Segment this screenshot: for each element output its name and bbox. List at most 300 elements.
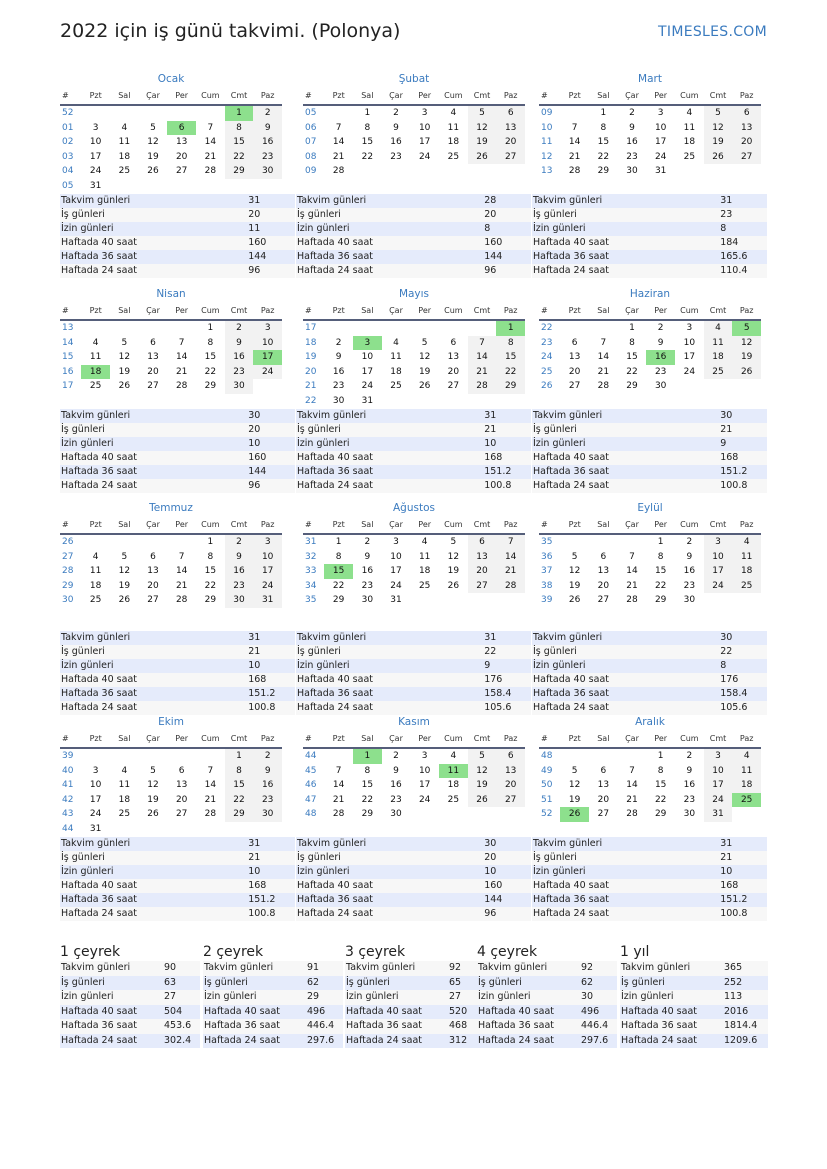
day-cell[interactable]: 31: [704, 807, 733, 822]
day-cell[interactable]: 4: [121, 765, 128, 776]
day-cell[interactable]: 29: [204, 595, 217, 605]
day-cell[interactable]: 2: [253, 749, 282, 764]
day-cell[interactable]: 7: [496, 535, 525, 550]
day-cell[interactable]: 7: [468, 336, 497, 351]
day-cell[interactable]: 2: [686, 537, 693, 547]
day-cell[interactable]: 25: [118, 809, 131, 819]
day-cell[interactable]: 8: [600, 122, 607, 133]
day-cell[interactable]: 10: [418, 765, 431, 776]
day-cell[interactable]: 16: [390, 137, 402, 147]
day-cell[interactable]: 28: [626, 595, 638, 605]
day-cell[interactable]: 4: [686, 108, 693, 118]
day-cell[interactable]: 9: [253, 121, 282, 136]
day-cell[interactable]: 12: [468, 121, 497, 136]
day-cell[interactable]: 6: [150, 551, 156, 562]
day-cell[interactable]: 27: [468, 579, 497, 594]
day-cell[interactable]: 18: [732, 778, 761, 793]
day-cell[interactable]: 3: [253, 321, 282, 336]
day-cell[interactable]: 26: [568, 595, 581, 605]
day-cell[interactable]: 21: [332, 151, 345, 162]
day-cell[interactable]: 16: [390, 780, 402, 790]
day-cell[interactable]: 15: [324, 564, 353, 579]
day-cell[interactable]: 7: [571, 122, 578, 133]
day-cell[interactable]: 11: [118, 137, 131, 147]
day-cell[interactable]: 18: [89, 580, 102, 591]
day-cell[interactable]: 1: [629, 323, 635, 333]
day-cell[interactable]: 11: [89, 352, 102, 362]
day-cell[interactable]: 2: [686, 751, 693, 761]
day-cell[interactable]: 23: [361, 580, 374, 591]
day-cell[interactable]: 15: [654, 780, 667, 790]
day-cell[interactable]: 3: [393, 537, 399, 547]
day-cell[interactable]: 12: [118, 566, 131, 576]
day-cell[interactable]: 25: [118, 166, 131, 176]
day-cell[interactable]: 9: [686, 765, 693, 776]
day-cell[interactable]: 17: [253, 564, 282, 579]
day-cell[interactable]: 18: [704, 350, 733, 365]
brand-logo[interactable]: TIMESLES.COM: [658, 24, 767, 40]
day-cell[interactable]: 30: [253, 807, 282, 822]
day-cell[interactable]: 4: [450, 108, 457, 118]
day-cell[interactable]: 3: [704, 749, 733, 764]
day-cell[interactable]: 11: [683, 122, 696, 133]
day-cell[interactable]: 26: [147, 809, 159, 819]
month-name[interactable]: Nisan: [156, 288, 186, 300]
day-cell[interactable]: 15: [225, 778, 254, 793]
day-cell[interactable]: 28: [568, 166, 581, 176]
day-cell[interactable]: 28: [204, 809, 217, 819]
day-cell[interactable]: 21: [468, 365, 497, 380]
day-cell[interactable]: 17: [253, 350, 282, 365]
day-cell[interactable]: 5: [468, 749, 497, 764]
day-cell[interactable]: 5: [571, 765, 578, 776]
day-cell[interactable]: 3: [92, 122, 99, 133]
day-cell[interactable]: 13: [175, 137, 188, 147]
day-cell[interactable]: 26: [732, 365, 761, 380]
day-cell[interactable]: 28: [332, 166, 345, 176]
day-cell[interactable]: 19: [732, 350, 761, 365]
month-name[interactable]: Ağustos: [393, 502, 435, 514]
day-cell[interactable]: 30: [253, 164, 282, 179]
day-cell[interactable]: 16: [253, 135, 282, 150]
day-cell[interactable]: 26: [118, 595, 131, 605]
day-cell[interactable]: 26: [704, 150, 733, 165]
day-cell[interactable]: 14: [626, 566, 638, 576]
day-cell[interactable]: 21: [332, 794, 345, 805]
day-cell[interactable]: 30: [225, 593, 254, 608]
day-cell[interactable]: 14: [626, 780, 638, 790]
day-cell[interactable]: 7: [178, 337, 185, 348]
day-cell[interactable]: 10: [683, 337, 696, 348]
day-cell[interactable]: 18: [683, 137, 696, 147]
month-name[interactable]: Şubat: [398, 73, 430, 85]
day-cell[interactable]: 24: [390, 580, 402, 591]
day-cell[interactable]: 29: [597, 166, 610, 176]
day-cell[interactable]: 22: [654, 580, 667, 591]
day-cell[interactable]: 15: [361, 137, 374, 147]
day-cell[interactable]: 8: [629, 337, 635, 348]
day-cell[interactable]: 27: [175, 166, 188, 176]
day-cell[interactable]: 23: [253, 150, 282, 165]
day-cell[interactable]: 3: [421, 751, 428, 761]
day-cell[interactable]: 2: [393, 751, 399, 761]
day-cell[interactable]: 13: [147, 566, 159, 576]
day-cell[interactable]: 20: [568, 366, 581, 377]
day-cell[interactable]: 5: [121, 551, 128, 562]
day-cell[interactable]: 29: [204, 381, 217, 391]
day-cell[interactable]: 29: [654, 809, 667, 819]
day-cell[interactable]: 24: [704, 579, 733, 594]
day-cell[interactable]: 15: [496, 350, 525, 365]
day-cell[interactable]: 8: [225, 764, 254, 779]
day-cell[interactable]: 31: [361, 395, 374, 406]
day-cell[interactable]: 14: [175, 566, 188, 576]
day-cell[interactable]: 19: [704, 135, 733, 150]
day-cell[interactable]: 24: [704, 793, 733, 808]
day-cell[interactable]: 12: [147, 780, 159, 790]
day-cell[interactable]: 27: [147, 595, 159, 605]
day-cell[interactable]: 19: [147, 794, 159, 805]
day-cell[interactable]: 30: [225, 379, 254, 394]
day-cell[interactable]: 13: [732, 121, 761, 136]
day-cell[interactable]: 2: [364, 537, 371, 547]
day-cell[interactable]: 21: [175, 580, 188, 591]
day-cell[interactable]: 25: [732, 793, 761, 808]
day-cell[interactable]: 22: [225, 150, 254, 165]
day-cell[interactable]: 15: [654, 566, 667, 576]
day-cell[interactable]: 31: [89, 180, 102, 191]
day-cell[interactable]: 21: [496, 564, 525, 579]
day-cell[interactable]: 20: [732, 135, 761, 150]
day-cell[interactable]: 7: [335, 765, 342, 776]
day-cell[interactable]: 10: [89, 780, 102, 790]
day-cell[interactable]: 11: [704, 336, 733, 351]
day-cell[interactable]: 11: [118, 780, 131, 790]
day-cell[interactable]: 28: [626, 809, 638, 819]
day-cell[interactable]: 9: [335, 352, 342, 362]
day-cell[interactable]: 23: [683, 794, 696, 805]
day-cell[interactable]: 15: [597, 137, 610, 147]
day-cell[interactable]: 27: [496, 150, 525, 165]
day-cell[interactable]: 26: [147, 166, 159, 176]
day-cell[interactable]: 4: [121, 122, 128, 133]
day-cell[interactable]: 7: [335, 122, 342, 133]
day-cell[interactable]: 3: [657, 108, 664, 118]
day-cell[interactable]: 23: [225, 579, 254, 594]
day-cell[interactable]: 24: [361, 381, 374, 391]
day-cell[interactable]: 16: [361, 566, 374, 576]
day-cell[interactable]: 8: [496, 336, 525, 351]
day-cell[interactable]: 5: [468, 106, 497, 121]
day-cell[interactable]: 9: [393, 122, 399, 133]
day-cell[interactable]: 19: [118, 580, 131, 591]
day-cell[interactable]: 30: [683, 595, 696, 605]
day-cell[interactable]: 12: [147, 137, 159, 147]
day-cell[interactable]: 22: [225, 793, 254, 808]
day-cell[interactable]: 20: [468, 564, 497, 579]
day-cell[interactable]: 13: [175, 780, 188, 790]
day-cell[interactable]: 1: [335, 537, 342, 547]
day-cell[interactable]: 14: [332, 137, 345, 147]
day-cell[interactable]: 27: [597, 595, 610, 605]
day-cell[interactable]: 31: [654, 166, 667, 176]
day-cell[interactable]: 31: [390, 595, 402, 605]
day-cell[interactable]: 3: [92, 765, 99, 776]
month-name[interactable]: Kasım: [398, 716, 430, 728]
day-cell[interactable]: 10: [253, 550, 282, 565]
day-cell[interactable]: 14: [175, 352, 188, 362]
day-cell[interactable]: 26: [468, 793, 497, 808]
day-cell[interactable]: 5: [421, 337, 428, 348]
day-cell[interactable]: 21: [626, 794, 638, 805]
day-cell[interactable]: 16: [225, 564, 254, 579]
day-cell[interactable]: 4: [92, 551, 99, 562]
day-cell[interactable]: 23: [654, 366, 667, 377]
day-cell[interactable]: 22: [332, 580, 345, 591]
day-cell[interactable]: 22: [654, 794, 667, 805]
day-cell[interactable]: 4: [92, 337, 99, 348]
day-cell[interactable]: 22: [597, 151, 610, 162]
day-cell[interactable]: 5: [450, 537, 457, 547]
day-cell[interactable]: 8: [364, 122, 371, 133]
day-cell[interactable]: 18: [447, 780, 460, 790]
day-cell[interactable]: 16: [225, 350, 254, 365]
day-cell[interactable]: 5: [150, 122, 156, 133]
day-cell[interactable]: 6: [468, 535, 497, 550]
day-cell[interactable]: 4: [450, 751, 457, 761]
day-cell[interactable]: 19: [568, 794, 581, 805]
day-cell[interactable]: 19: [568, 580, 581, 591]
day-cell[interactable]: 29: [654, 595, 667, 605]
day-cell[interactable]: 9: [657, 337, 664, 348]
day-cell[interactable]: 5: [732, 321, 761, 336]
day-cell[interactable]: 5: [150, 765, 156, 776]
day-cell[interactable]: 22: [361, 151, 374, 162]
day-cell[interactable]: 29: [361, 809, 374, 819]
day-cell[interactable]: 18: [418, 566, 431, 576]
day-cell[interactable]: 3: [704, 535, 733, 550]
day-cell[interactable]: 2: [225, 535, 254, 550]
day-cell[interactable]: 30: [332, 395, 345, 406]
day-cell[interactable]: 1: [657, 537, 664, 547]
day-cell[interactable]: 8: [225, 121, 254, 136]
day-cell[interactable]: 2: [335, 337, 342, 348]
day-cell[interactable]: 23: [683, 580, 696, 591]
day-cell[interactable]: 11: [439, 764, 468, 779]
day-cell[interactable]: 1: [600, 108, 607, 118]
day-cell[interactable]: 8: [207, 551, 214, 562]
day-cell[interactable]: 1: [364, 108, 371, 118]
day-cell[interactable]: 6: [167, 121, 196, 136]
day-cell[interactable]: 13: [597, 780, 610, 790]
day-cell[interactable]: 2: [393, 108, 399, 118]
day-cell[interactable]: 2: [629, 108, 635, 118]
day-cell[interactable]: 16: [253, 778, 282, 793]
day-cell[interactable]: 20: [496, 135, 525, 150]
day-cell[interactable]: 29: [225, 164, 254, 179]
day-cell[interactable]: 25: [704, 365, 733, 380]
day-cell[interactable]: 9: [364, 551, 371, 562]
day-cell[interactable]: 24: [654, 151, 667, 162]
day-cell[interactable]: 12: [468, 764, 497, 779]
day-cell[interactable]: 7: [207, 765, 214, 776]
day-cell[interactable]: 28: [175, 381, 188, 391]
day-cell[interactable]: 17: [704, 564, 733, 579]
day-cell[interactable]: 6: [178, 765, 185, 776]
day-cell[interactable]: 11: [89, 566, 102, 576]
day-cell[interactable]: 14: [468, 350, 497, 365]
day-cell[interactable]: 25: [418, 580, 431, 591]
day-cell[interactable]: 16: [646, 350, 675, 365]
day-cell[interactable]: 15: [626, 352, 638, 362]
day-cell[interactable]: 2: [657, 323, 664, 333]
day-cell[interactable]: 23: [253, 793, 282, 808]
day-cell[interactable]: 4: [393, 337, 399, 348]
day-cell[interactable]: 1: [207, 537, 214, 547]
day-cell[interactable]: 10: [704, 550, 733, 565]
day-cell[interactable]: 14: [332, 780, 345, 790]
day-cell[interactable]: 9: [253, 764, 282, 779]
day-cell[interactable]: 21: [626, 580, 638, 591]
day-cell[interactable]: 15: [204, 352, 217, 362]
day-cell[interactable]: 18: [732, 564, 761, 579]
day-cell[interactable]: 23: [332, 381, 345, 391]
day-cell[interactable]: 7: [629, 765, 635, 776]
day-cell[interactable]: 12: [732, 336, 761, 351]
day-cell[interactable]: 13: [468, 550, 497, 565]
day-cell[interactable]: 9: [225, 550, 254, 565]
month-name[interactable]: Haziran: [629, 288, 671, 300]
day-cell[interactable]: 20: [147, 580, 159, 591]
day-cell[interactable]: 7: [178, 551, 185, 562]
day-cell[interactable]: 19: [468, 135, 497, 150]
day-cell[interactable]: 28: [468, 379, 497, 394]
day-cell[interactable]: 13: [147, 352, 159, 362]
day-cell[interactable]: 14: [568, 137, 581, 147]
day-cell[interactable]: 17: [418, 780, 431, 790]
day-cell[interactable]: 8: [657, 765, 664, 776]
month-name[interactable]: Eylül: [637, 502, 663, 514]
day-cell[interactable]: 20: [175, 794, 188, 805]
day-cell[interactable]: 20: [597, 794, 610, 805]
day-cell[interactable]: 30: [626, 166, 638, 176]
day-cell[interactable]: 17: [704, 778, 733, 793]
day-cell[interactable]: 17: [418, 137, 431, 147]
day-cell[interactable]: 10: [89, 137, 102, 147]
day-cell[interactable]: 15: [225, 135, 254, 150]
day-cell[interactable]: 18: [81, 365, 110, 380]
day-cell[interactable]: 11: [732, 764, 761, 779]
day-cell[interactable]: 28: [175, 595, 188, 605]
day-cell[interactable]: 5: [121, 337, 128, 348]
day-cell[interactable]: 29: [626, 381, 638, 391]
day-cell[interactable]: 8: [335, 551, 342, 562]
day-cell[interactable]: 24: [418, 794, 431, 805]
day-cell[interactable]: 14: [204, 137, 217, 147]
day-cell[interactable]: 30: [390, 809, 402, 819]
day-cell[interactable]: 10: [704, 764, 733, 779]
day-cell[interactable]: 27: [597, 809, 610, 819]
day-cell[interactable]: 26: [118, 381, 131, 391]
day-cell[interactable]: 21: [204, 794, 217, 805]
day-cell[interactable]: 8: [364, 765, 371, 776]
day-cell[interactable]: 25: [732, 579, 761, 594]
day-cell[interactable]: 22: [204, 580, 217, 591]
day-cell[interactable]: 24: [418, 151, 431, 162]
day-cell[interactable]: 6: [600, 551, 607, 562]
day-cell[interactable]: 2: [253, 106, 282, 121]
day-cell[interactable]: 6: [496, 106, 525, 121]
day-cell[interactable]: 28: [332, 809, 345, 819]
day-cell[interactable]: 20: [147, 366, 159, 377]
day-cell[interactable]: 19: [418, 366, 431, 377]
day-cell[interactable]: 7: [629, 551, 635, 562]
day-cell[interactable]: 19: [147, 151, 159, 162]
month-name[interactable]: Ekim: [158, 716, 184, 728]
day-cell[interactable]: 11: [447, 122, 460, 133]
day-cell[interactable]: 3: [253, 535, 282, 550]
day-cell[interactable]: 22: [496, 365, 525, 380]
day-cell[interactable]: 13: [496, 121, 525, 136]
day-cell[interactable]: 17: [89, 794, 102, 805]
day-cell[interactable]: 16: [626, 137, 638, 147]
day-cell[interactable]: 9: [686, 551, 693, 562]
day-cell[interactable]: 8: [207, 337, 214, 348]
day-cell[interactable]: 3: [353, 336, 382, 351]
day-cell[interactable]: 26: [468, 150, 497, 165]
day-cell[interactable]: 5: [704, 106, 733, 121]
day-cell[interactable]: 17: [89, 151, 102, 162]
day-cell[interactable]: 17: [390, 566, 402, 576]
month-name[interactable]: Mart: [638, 73, 662, 85]
day-cell[interactable]: 1: [657, 751, 664, 761]
day-cell[interactable]: 1: [353, 749, 382, 764]
day-cell[interactable]: 25: [447, 794, 460, 805]
day-cell[interactable]: 27: [496, 793, 525, 808]
day-cell[interactable]: 26: [447, 580, 460, 591]
day-cell[interactable]: 16: [683, 780, 696, 790]
day-cell[interactable]: 16: [683, 566, 696, 576]
day-cell[interactable]: 9: [393, 765, 399, 776]
day-cell[interactable]: 14: [597, 352, 610, 362]
day-cell[interactable]: 19: [447, 566, 460, 576]
day-cell[interactable]: 4: [732, 749, 761, 764]
day-cell[interactable]: 12: [568, 566, 581, 576]
day-cell[interactable]: 27: [147, 381, 159, 391]
day-cell[interactable]: 13: [496, 764, 525, 779]
day-cell[interactable]: 13: [568, 352, 581, 362]
day-cell[interactable]: 27: [732, 150, 761, 165]
day-cell[interactable]: 29: [496, 379, 525, 394]
day-cell[interactable]: 29: [225, 807, 254, 822]
day-cell[interactable]: 30: [683, 809, 696, 819]
day-cell[interactable]: 13: [597, 566, 610, 576]
day-cell[interactable]: 18: [118, 151, 131, 162]
day-cell[interactable]: 24: [89, 809, 102, 819]
day-cell[interactable]: 21: [175, 366, 188, 377]
day-cell[interactable]: 3: [686, 323, 693, 333]
day-cell[interactable]: 25: [89, 381, 102, 391]
day-cell[interactable]: 26: [418, 381, 431, 391]
day-cell[interactable]: 6: [150, 337, 156, 348]
day-cell[interactable]: 24: [253, 579, 282, 594]
day-cell[interactable]: 21: [204, 151, 217, 162]
day-cell[interactable]: 14: [204, 780, 217, 790]
day-cell[interactable]: 23: [225, 365, 254, 380]
day-cell[interactable]: 6: [600, 765, 607, 776]
day-cell[interactable]: 2: [225, 321, 254, 336]
day-cell[interactable]: 12: [447, 551, 460, 562]
